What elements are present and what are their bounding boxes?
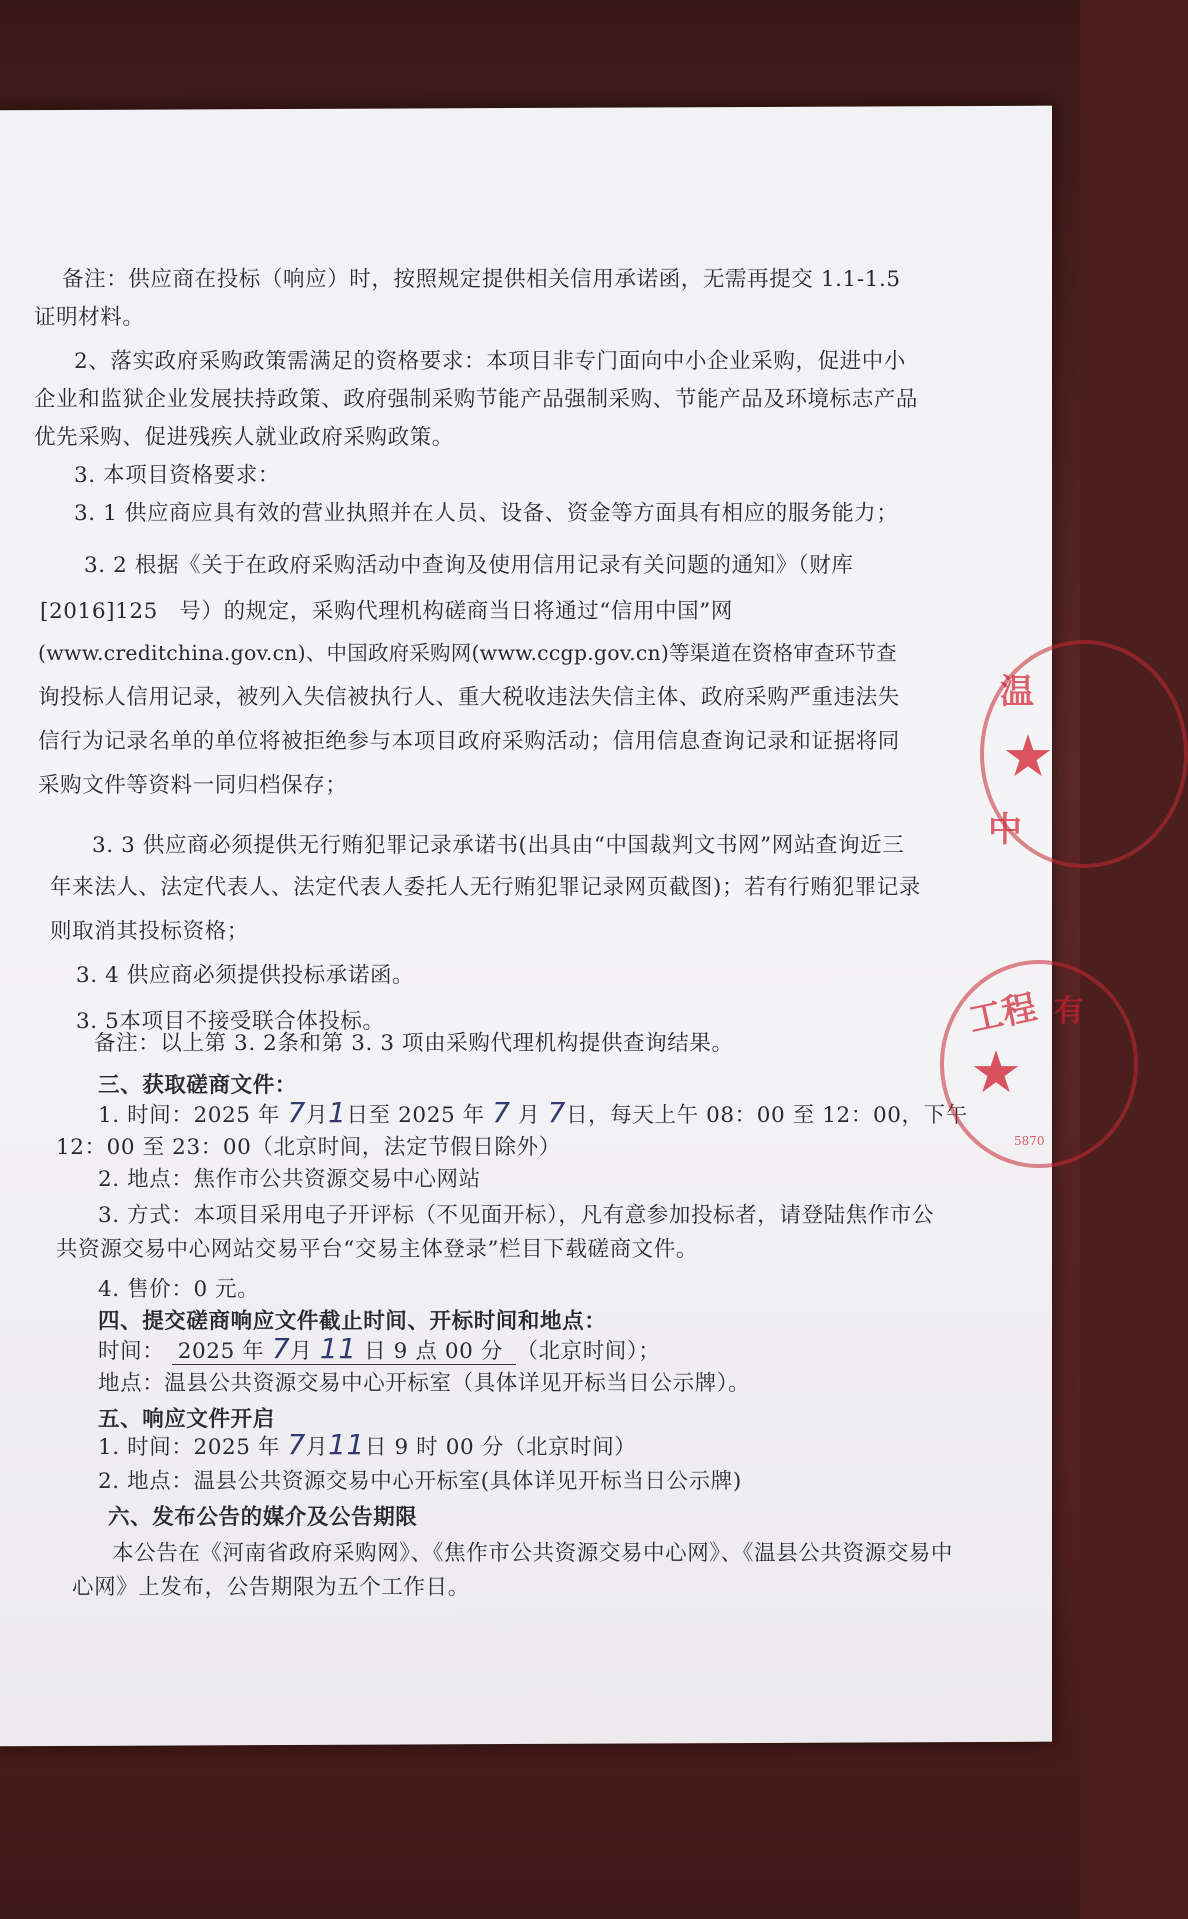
obtain-month-unit: 月 bbox=[305, 1103, 329, 1128]
seal-star-icon: ★ bbox=[1002, 722, 1054, 790]
qualification-3-2: 3. 2 根据《关于在政府采购活动中查询及使用信用记录有关问题的通知》（财库 bbox=[84, 553, 854, 578]
opening-place: 2. 地点：温县公共资源交易中心开标室(具体详见开标当日公示牌) bbox=[98, 1469, 742, 1494]
handwritten-opening-day: 11 bbox=[328, 1428, 365, 1461]
opening-time-suffix: 日 9 时 00 分（北京时间） bbox=[364, 1435, 637, 1460]
qualification-3-3-cont2: 则取消其投标资格； bbox=[50, 919, 249, 944]
qualification-3-4: 3. 4 供应商必须提供投标承诺函。 bbox=[76, 963, 415, 988]
company-seal-lower bbox=[940, 960, 1138, 1168]
seal-upper-char-1: 温 bbox=[1000, 672, 1034, 712]
policy-requirement-cont2: 优先采购、促进残疾人就业政府采购政策。 bbox=[34, 425, 454, 450]
publication-heading: 六、发布公告的媒介及公告期限 bbox=[108, 1505, 418, 1530]
obtain-docs-time bbox=[98, 1096, 968, 1129]
deadline-heading: 四、提交磋商响应文件截止时间、开标时间和地点： bbox=[98, 1309, 607, 1334]
handwritten-month: 7 bbox=[287, 1096, 306, 1129]
deadline-year: 2025 年 bbox=[177, 1339, 265, 1364]
obtain-docs-price: 4. 售价：0 元。 bbox=[98, 1277, 260, 1302]
seal-lower-text: 工程 bbox=[965, 987, 1041, 1041]
deadline-hour: 日 9 点 00 分 bbox=[364, 1339, 503, 1364]
note-credit-promise: 备注：供应商在投标（响应）时，按照规定提供相关信用承诺函，无需再提交 1.1-1.5 bbox=[62, 267, 901, 292]
obtain-time-suffix: 日，每天上午 08：00 至 12：00，下午 bbox=[566, 1103, 968, 1128]
publication-text-cont: 心网》上发布，公告期限为五个工作日。 bbox=[72, 1575, 470, 1600]
deadline-time-label: 时间： bbox=[98, 1339, 165, 1364]
qualification-note: 备注：以上第 3. 2条和第 3. 3 项由采购代理机构提供查询结果。 bbox=[94, 1031, 734, 1056]
handwritten-deadline-day: 11 bbox=[319, 1332, 357, 1365]
seal-upper-char-2: 中 bbox=[988, 810, 1022, 850]
qualification-heading: 3. 本项目资格要求： bbox=[74, 463, 280, 488]
policy-requirement: 2、落实政府采购政策需满足的资格要求：本项目非专门面向中小企业采购，促进中小 bbox=[74, 349, 906, 374]
qualification-3-2-cont4: 信行为记录名单的单位将被拒绝参与本项目政府采购活动；信用信息查询记录和证据将同 bbox=[38, 729, 900, 754]
obtain-docs-place: 2. 地点：焦作市公共资源交易中心网站 bbox=[98, 1167, 481, 1192]
obtain-docs-time-cont: 12：00 至 23：00（北京时间，法定节假日除外） bbox=[56, 1135, 561, 1160]
qualification-3-5: 3. 5本项目不接受联合体投标。 bbox=[76, 1009, 385, 1034]
opening-month-unit: 月 bbox=[305, 1435, 329, 1460]
obtain-time-prefix: 1. 时间：2025 年 bbox=[98, 1103, 281, 1128]
opening-time-prefix: 1. 时间：2025 年 bbox=[98, 1435, 281, 1460]
qualification-3-3: 3. 3 供应商必须提供无行贿犯罪记录承诺书(出具由“中国裁判文书网”网站查询近三 bbox=[92, 833, 905, 858]
seal-number: 5870 bbox=[1014, 1134, 1045, 1148]
handwritten-deadline-month: 7 bbox=[271, 1332, 291, 1365]
obtain-docs-heading: 三、获取磋商文件： bbox=[98, 1073, 297, 1098]
handwritten-day-end: 7 bbox=[547, 1096, 567, 1129]
deadline-time-filled bbox=[172, 1332, 517, 1365]
qualification-3-3-cont1: 年来法人、法定代表人、法定代表人委托人无行贿犯罪记录网页截图)；若有行贿犯罪记录 bbox=[50, 875, 921, 900]
qualification-3-2-cont2: (www.creditchina.gov.cn)、中国政府采购网(www.ccgp.gov.cn)等渠道在资格审查环节查 bbox=[38, 641, 897, 665]
obtain-docs-method: 3. 方式：本项目采用电子开评标（不见面开标），凡有意参加投标者，请登陆焦作市公 bbox=[98, 1203, 935, 1228]
seal-lower-text-2: 有 bbox=[1054, 994, 1084, 1029]
deadline-month-unit: 月 bbox=[290, 1339, 313, 1364]
handwritten-month-end: 7 bbox=[492, 1096, 511, 1129]
opening-time bbox=[98, 1428, 636, 1461]
seal-star-icon: ★ bbox=[970, 1038, 1022, 1106]
deadline-place: 地点：温县公共资源交易中心开标室（具体详见开标当日公示牌）。 bbox=[98, 1371, 751, 1396]
note-credit-promise-cont: 证明材料。 bbox=[34, 305, 145, 330]
qualification-3-2-cont5: 采购文件等资料一同归档保存； bbox=[38, 773, 348, 798]
qualification-3-1: 3. 1 供应商应具有效的营业执照并在人员、设备、资金等方面具有相应的服务能力； bbox=[74, 501, 899, 526]
deadline-time bbox=[98, 1332, 660, 1365]
company-seal-upper bbox=[980, 640, 1188, 868]
publication-text: 本公告在《河南省政府采购网》、《焦作市公共资源交易中心网》、《温县公共资源交易中 bbox=[112, 1541, 954, 1566]
qualification-3-2-cont1: [2016]125 号）的规定，采购代理机构磋商当日将通过“信用中国”网 bbox=[40, 599, 733, 624]
policy-requirement-cont1: 企业和监狱企业发展扶持政策、政府强制采购节能产品强制采购、节能产品及环境标志产品 bbox=[34, 387, 919, 412]
opening-heading: 五、响应文件开启 bbox=[98, 1407, 275, 1432]
obtain-docs-method-cont: 共资源交易中心网站交易平台“交易主体登录”栏目下载磋商文件。 bbox=[56, 1237, 698, 1262]
deadline-timezone: （北京时间）； bbox=[516, 1339, 661, 1364]
handwritten-day: 1 bbox=[328, 1096, 347, 1129]
obtain-time-mid: 日至 2025 年 bbox=[346, 1103, 485, 1128]
obtain-month-unit-end: 月 bbox=[518, 1103, 541, 1128]
qualification-3-2-cont3: 询投标人信用记录，被列入失信被执行人、重大税收违法失信主体、政府采购严重违法失 bbox=[38, 685, 900, 710]
handwritten-opening-month: 7 bbox=[287, 1428, 306, 1461]
